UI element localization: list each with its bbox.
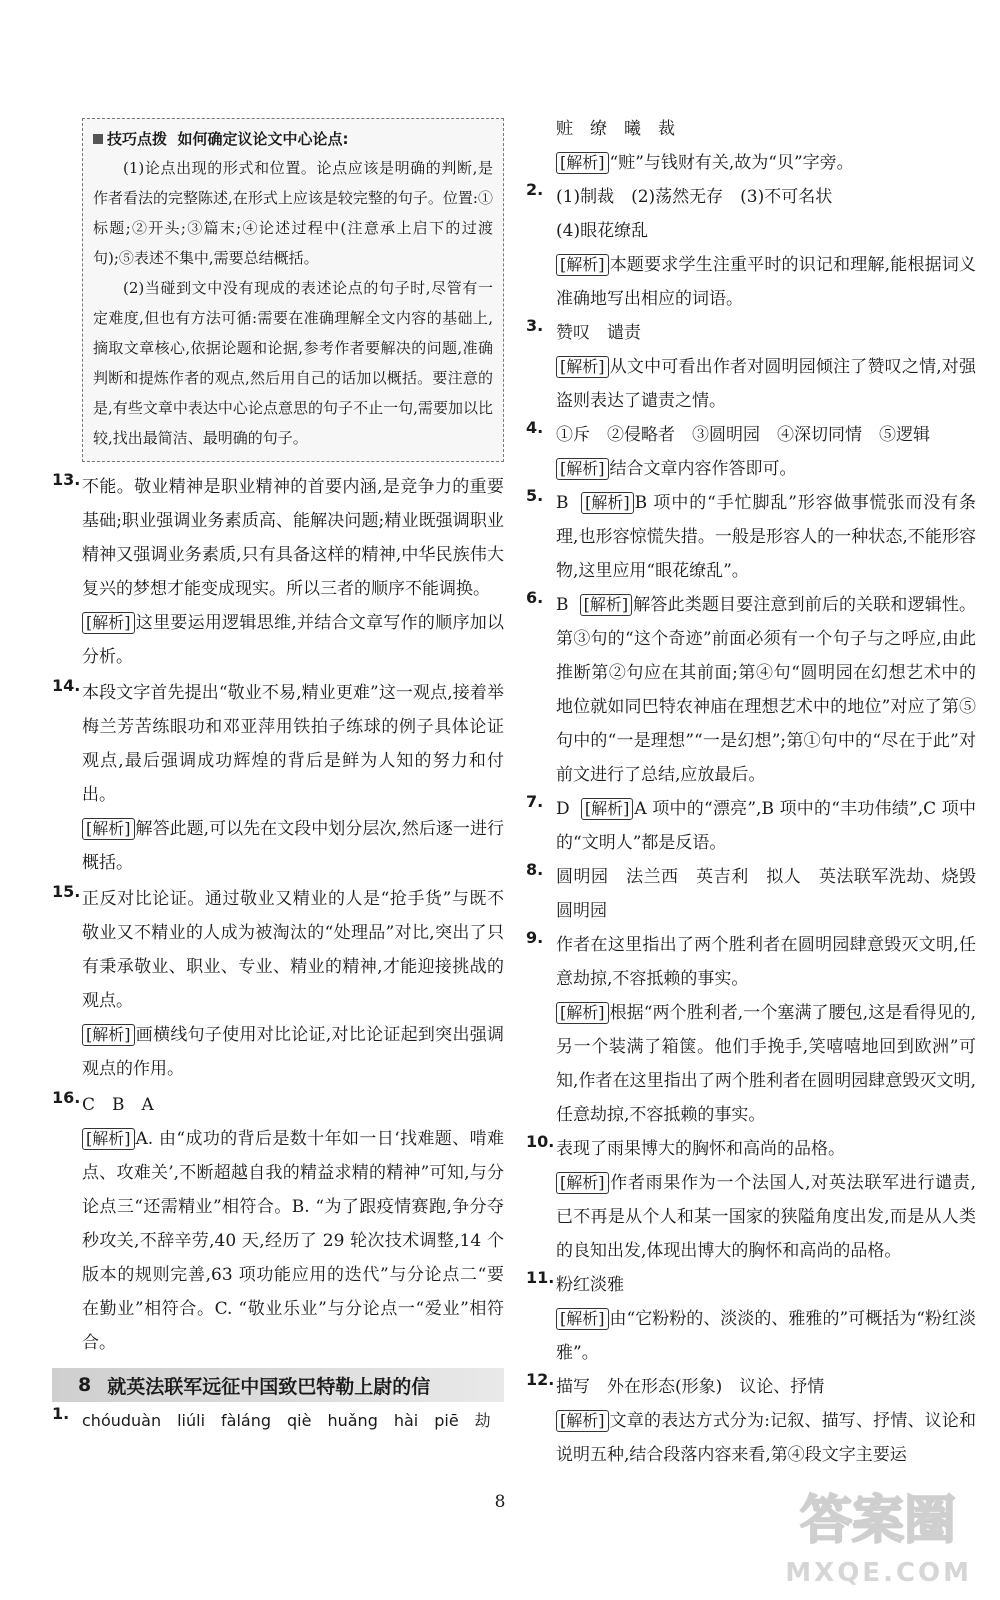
question-3 <box>526 316 976 418</box>
analysis-tag: [ 解析 ] <box>581 798 634 820</box>
question-number: 11. <box>526 1268 555 1287</box>
tip-box <box>82 118 504 462</box>
watermark-logo <box>778 1480 978 1560</box>
analysis-tag: [ 解析 ] <box>556 1410 609 1432</box>
answer-text: 粉红淡雅 <box>556 1275 624 1295</box>
tip-paragraph-2: (2)当碰到文中没有现成的表述论点的句子时,尽管有一定难度,但也有方法可循:需要在准确理解全文内容的基础上,摘取文章核心,依据论题和论据,参考作者要解决的问题,准确判断和提炼作者的观点,然后用自己的话加以概括。要注意的是,有些文章中表达中心论点意思的句子不止一句,需要加以比较,找出最简洁、最明确的句子。 <box>93 279 493 447</box>
question-number: 4. <box>526 418 544 437</box>
answer-text: C B A <box>82 1095 154 1115</box>
answer-text: (1)制裁 (2)荡然无存 (3)不可名状 <box>556 187 833 207</box>
question-14 <box>52 676 504 880</box>
question-number: 2. <box>526 180 544 199</box>
right-column <box>526 112 976 1472</box>
question-number: 1. <box>52 1404 70 1423</box>
analysis-text: 文章的表达方式分为:记叙、描写、抒情、议论和说明五种,结合段落内容来看,第④段文字主要运 <box>556 1411 976 1465</box>
analysis-text: A. 由“成功的背后是数十年如一日‘找难题、啃难点、攻难关’,不断超越自我的精益求精的精神”可知,与分论点三“还需精业”相符合。B. “为了跟疫情赛跑,争分夺秒攻关,不辞辛劳,40 天,经历了 29 轮次技术调整,14 个版本的规则完善,63 项功能应用的迭代”与分论点二“要在勤业”相符合。C. “敬业乐业”与分论点一“爱业”相符合。 <box>82 1129 504 1353</box>
question-1-continued <box>526 112 976 180</box>
analysis-tag: [ 解析 ] <box>82 1128 135 1150</box>
analysis-tag: [ 解析 ] <box>556 254 609 276</box>
question-12 <box>526 1370 976 1472</box>
analysis-tag: [ 解析 ] <box>556 1308 609 1330</box>
analysis-text: 解答此类题目要注意到前后的关联和逻辑性。第③句的“这个奇迹”前面必须有一个句子与之呼应,由此推断第②句应在其前面;第④句“圆明园在幻想艺术中的地位就如同巴特农神庙在理想艺术中的地位”对应了第⑤句中的“一是理想”“一是幻想”;第①句中的“尽在于此”对前文进行了总结,应放最后。 <box>556 595 977 785</box>
question-number: 10. <box>526 1132 555 1151</box>
question-number: 15. <box>52 882 81 901</box>
section-number: 8 <box>78 1374 92 1396</box>
answer-text-2: (4)眼花缭乱 <box>556 221 649 241</box>
answer-text: chóuduàn liúli fàláng qiè huǎng hài piē 劫 <box>82 1411 491 1430</box>
analysis-text: 由“它粉粉的、淡淡的、雅雅的”可概括为“粉红淡雅”。 <box>556 1309 976 1363</box>
question-number: 8. <box>526 860 544 879</box>
question-11 <box>526 1268 976 1370</box>
analysis-text: B 项中的“手忙脚乱”形容做事慌张而没有条理,也形容惊慌失措。一般是形容人的一种状态,不能形容物,这里应用“眼花缭乱”。 <box>556 493 976 581</box>
analysis-text: 作者雨果作为一个法国人,对英法联军进行谴责,已不再是从个人和某一国家的狭隘角度出发,而是从人类的良知出发,体现出博大的胸怀和高尚的品格。 <box>556 1173 976 1261</box>
question-number: 12. <box>526 1370 555 1389</box>
square-bullet-icon <box>93 134 103 144</box>
answer-text: 赞叹 谴责 <box>556 323 641 343</box>
page-number: 8 <box>494 1492 506 1512</box>
answer-text: 圆明园 法兰西 英吉利 拟人 英法联军洗劫、烧毁圆明园 <box>556 867 976 921</box>
answer-text: 描写 外在形态(形象) 议论、抒情 <box>556 1377 825 1397</box>
question-16 <box>52 1088 504 1360</box>
question-number: 9. <box>526 928 544 947</box>
question-7 <box>526 792 976 860</box>
analysis-text: 从文中可看出作者对圆明园倾注了赞叹之情,对强盗则表达了谴责之情。 <box>556 357 976 411</box>
section-heading <box>52 1368 504 1402</box>
answer-text: 赃 缭 曦 裁 <box>556 119 675 139</box>
answer-text: D <box>556 799 570 819</box>
answer-text: 不能。敬业精神是职业精神的首要内涵,是竞争力的重要基础;职业强调业务素质高、能解决问题;精业既强调职业精神又强调业务素质,只有具备这样的精神,中华民族伟大复兴的梦想才能变成现实。所以三者的顺序不能调换。 <box>82 477 504 599</box>
analysis-text: “赃”与钱财有关,故为“贝”字旁。 <box>609 153 854 173</box>
watermark-text: 答案圈 <box>799 1491 957 1551</box>
answer-text: ①斥 ②侵略者 ③圆明园 ④深切同情 ⑤逻辑 <box>556 425 930 445</box>
question-1 <box>52 1404 504 1438</box>
question-number: 5. <box>526 486 544 505</box>
question-2 <box>526 180 976 316</box>
analysis-text: 本题要求学生注重平时的识记和理解,能根据词义准确地写出相应的词语。 <box>556 255 976 309</box>
analysis-text: A 项中的“漂亮”,B 项中的“丰功伟绩”,C 项中的“文明人”都是反语。 <box>556 799 977 853</box>
analysis-text: 解答此题,可以先在文段中划分层次,然后逐一进行概括。 <box>82 819 504 873</box>
question-6 <box>526 588 976 792</box>
tip-title <box>93 125 493 153</box>
question-10 <box>526 1132 976 1268</box>
answer-text: B <box>556 493 569 513</box>
question-number: 3. <box>526 316 544 335</box>
question-5 <box>526 486 976 588</box>
left-column <box>52 112 504 1438</box>
analysis-tag: [ 解析 ] <box>556 1002 609 1024</box>
question-4 <box>526 418 976 486</box>
question-9 <box>526 928 976 1132</box>
question-number: 7. <box>526 792 544 811</box>
analysis-tag: [ 解析 ] <box>556 1172 609 1194</box>
question-number: 16. <box>52 1088 81 1107</box>
tip-label: 技巧点拨 <box>107 130 168 148</box>
question-8 <box>526 860 976 928</box>
analysis-tag: [ 解析 ] <box>82 818 135 840</box>
analysis-tag: [ 解析 ] <box>82 612 135 634</box>
analysis-tag: [ 解析 ] <box>581 492 634 514</box>
answer-text: B <box>556 595 569 615</box>
answer-text: 表现了雨果博大的胸怀和高尚的品格。 <box>556 1139 845 1159</box>
analysis-text: 这里要运用逻辑思维,并结合文章写作的顺序加以分析。 <box>82 613 504 667</box>
analysis-tag: [ 解析 ] <box>556 152 609 174</box>
question-number: 14. <box>52 676 81 695</box>
analysis-tag: [ 解析 ] <box>556 458 609 480</box>
section-title: 就英法联军远征中国致巴特勒上尉的信 <box>107 1375 431 1398</box>
analysis-text: 根据“两个胜利者,一个塞满了腰包,这是看得见的,另一个装满了箱箧。他们手挽手,笑嘻嘻地回到欧洲”可知,作者在这里指出了两个胜利者在圆明园肆意毁灭文明,任意劫掠,不容抵赖的事实。 <box>556 1003 976 1125</box>
answer-text: 正反对比论证。通过敬业又精业的人是“抢手货”与既不敬业又不精业的人成为被淘汰的“处理品”对比,突出了只有秉承敬业、职业、专业、精业的精神,才能迎接挑战的观点。 <box>82 889 504 1011</box>
question-number: 6. <box>526 588 544 607</box>
answer-text: 作者在这里指出了两个胜利者在圆明园肆意毁灭文明,任意劫掠,不容抵赖的事实。 <box>556 935 976 989</box>
question-15 <box>52 882 504 1086</box>
analysis-text: 画横线句子使用对比论证,对比论证起到突出强调观点的作用。 <box>82 1025 504 1079</box>
tip-heading: 如何确定议论文中心论点: <box>177 130 349 148</box>
analysis-tag: [ 解析 ] <box>580 594 633 616</box>
answer-text: 本段文字首先提出“敬业不易,精业更难”这一观点,接着举梅兰芳苦练眼功和邓亚萍用铁拍子练球的例子具体论证观点,最后强调成功辉煌的背后是鲜为人知的努力和付出。 <box>82 683 504 805</box>
analysis-text: 结合文章内容作答即可。 <box>609 459 797 479</box>
question-13 <box>52 470 504 674</box>
analysis-tag: [ 解析 ] <box>556 356 609 378</box>
analysis-tag: [ 解析 ] <box>82 1024 135 1046</box>
tip-paragraph-1: (1)论点出现的形式和位置。论点应该是明确的判断,是作者看法的完整陈述,在形式上应该是较完整的句子。位置:①标题;②开头;③篇末;④论述过程中(注意承上启下的过渡句);⑤表述不集中,需要总结概括。 <box>93 159 493 267</box>
watermark-url: MXQE.COM <box>785 1558 972 1588</box>
question-number: 13. <box>52 470 81 489</box>
